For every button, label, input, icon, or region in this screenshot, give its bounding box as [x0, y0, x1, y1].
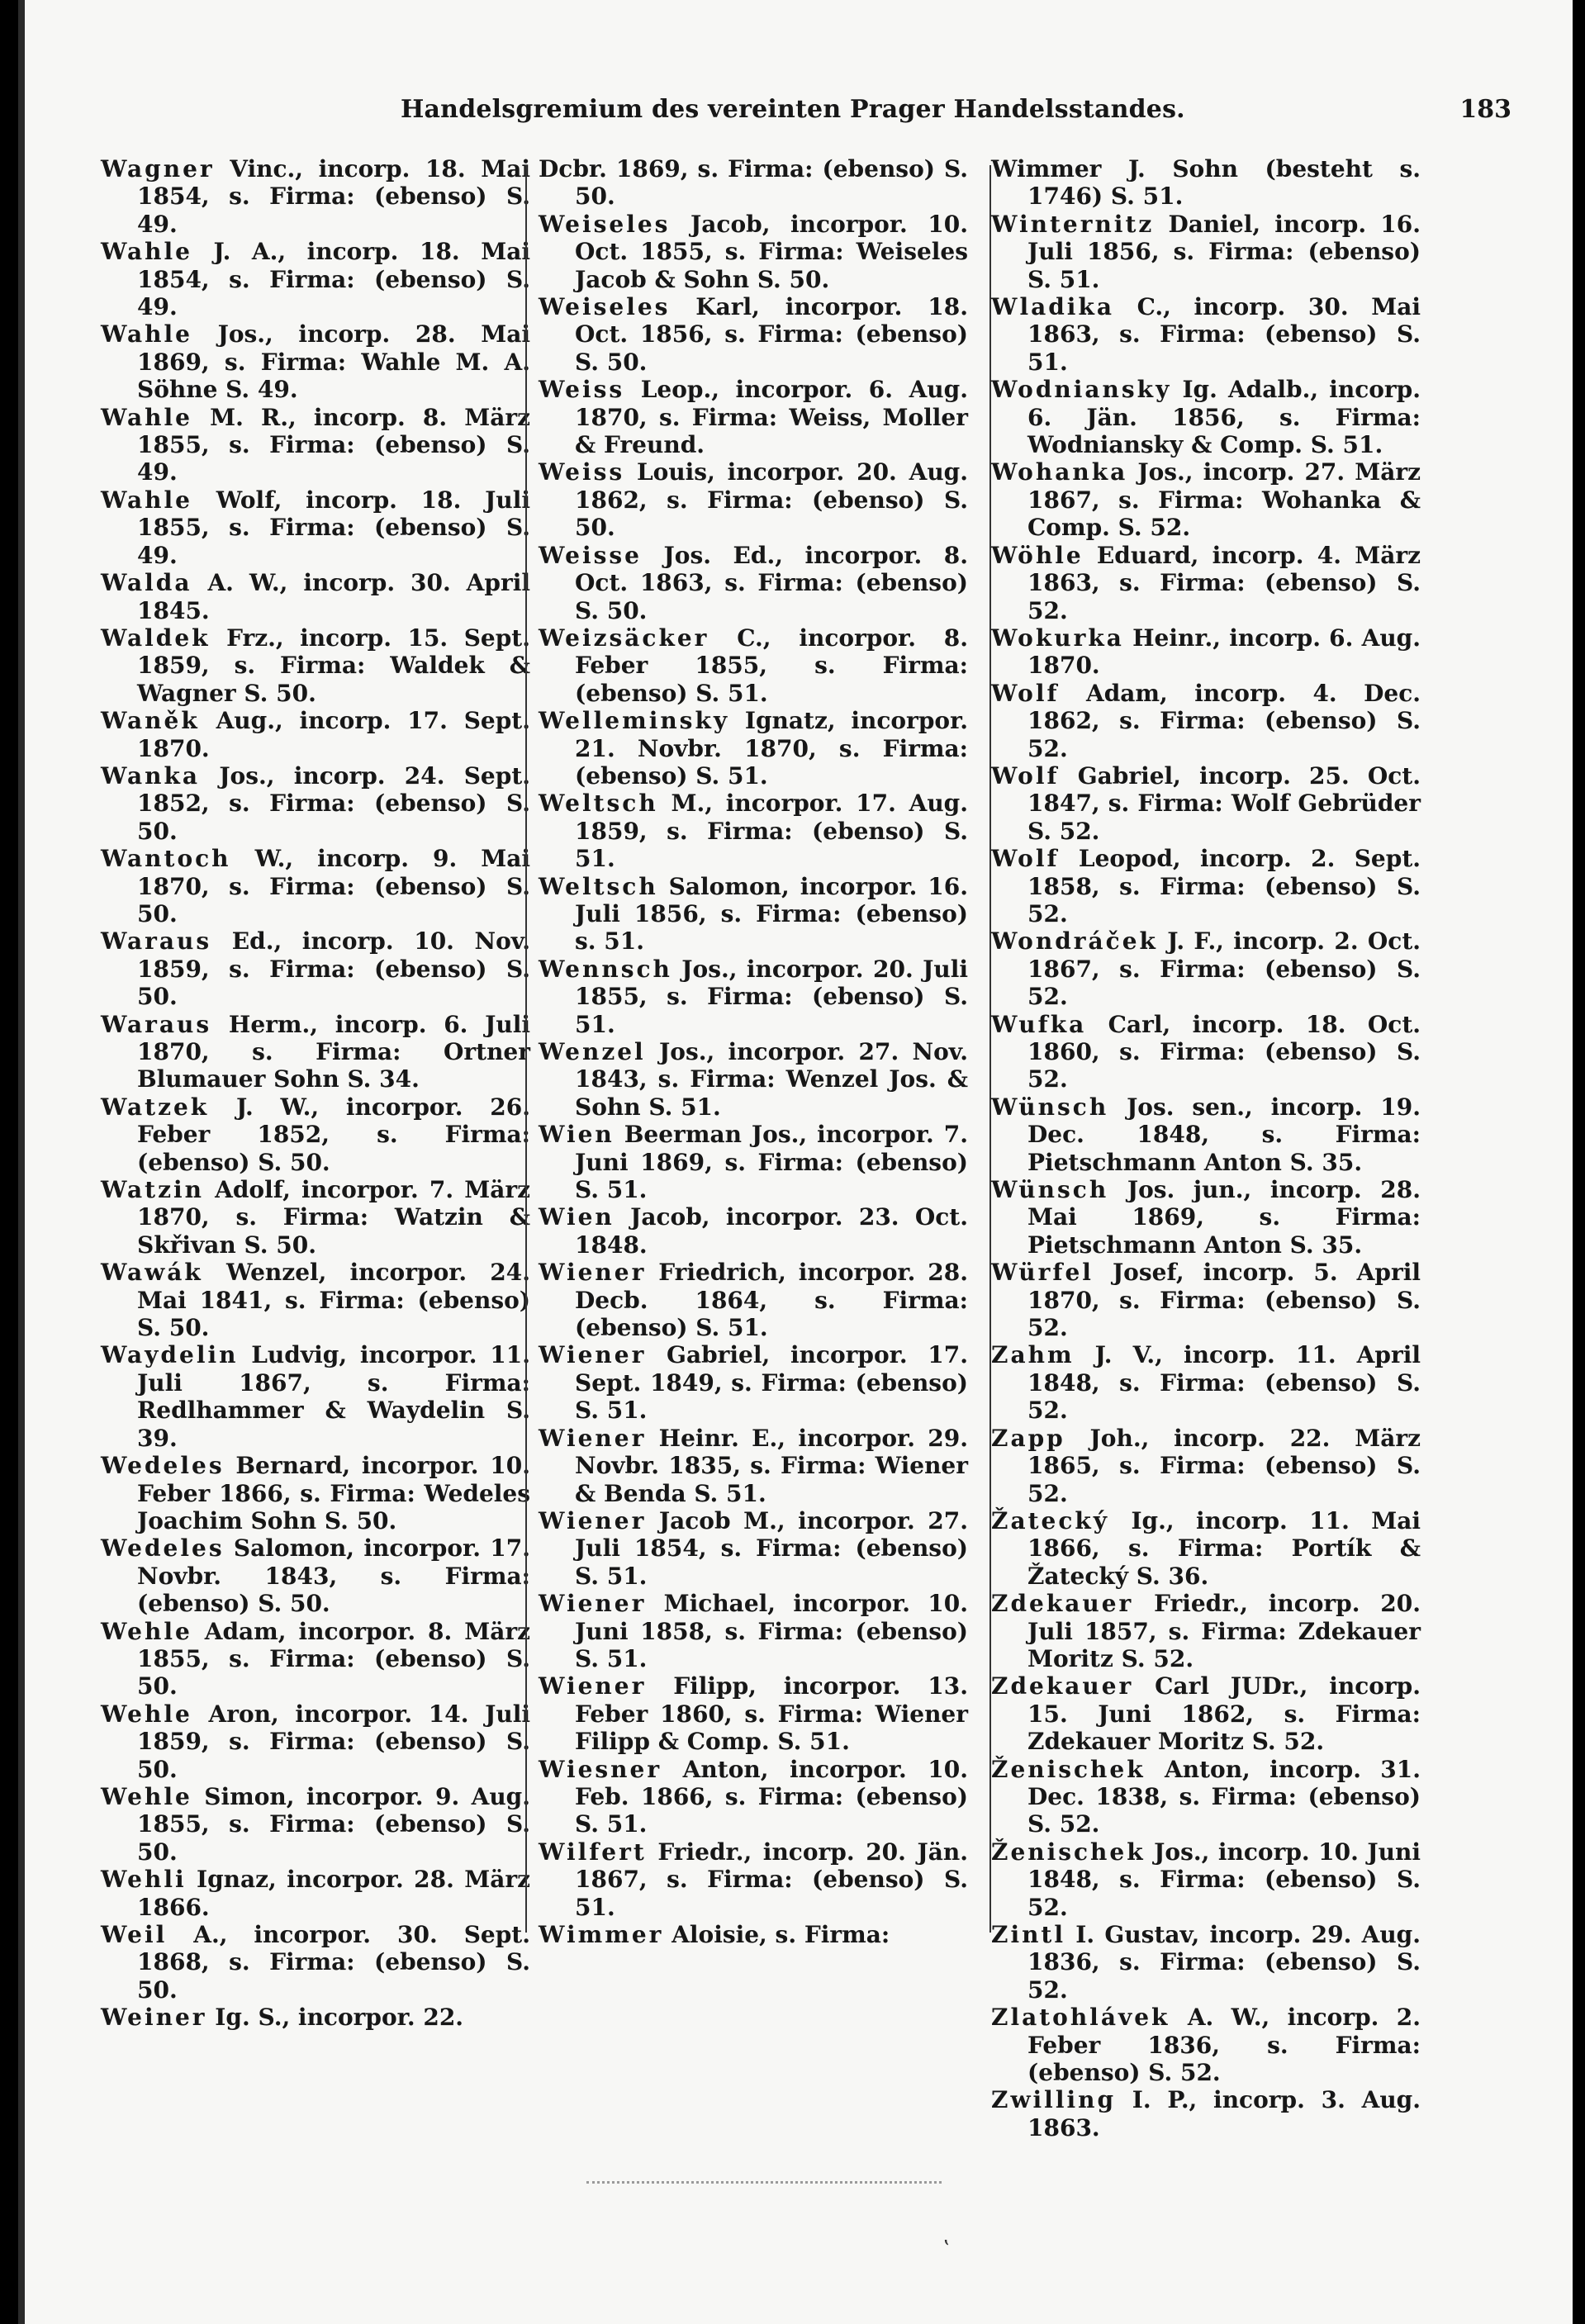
- directory-entry: [991, 542, 1421, 624]
- entry-text: Jos., incorp. 27. März 1867, s. Firma: Wohanka & Comp. S. 52.: [1027, 458, 1421, 542]
- entry-text: J. A., incorp. 18. Mai 1854, s. Firma: (ebenso) S. 49.: [137, 238, 530, 321]
- entry-name: Wehle: [101, 1782, 192, 1810]
- entry-name: Wilfert: [539, 1838, 647, 1866]
- entry-name: Wahle: [101, 486, 192, 514]
- directory-entry: [539, 1259, 968, 1341]
- page: [18, 0, 1573, 2324]
- entry-text: Heinr., incorp. 6. Aug. 1870.: [1027, 624, 1421, 680]
- entry-name: Wehle: [101, 1700, 192, 1728]
- entry-name: Weisse: [539, 541, 642, 569]
- entry-name: Waldek: [101, 624, 211, 652]
- entry-text: Jacob M., incorpor. 27. Juli 1854, s. Firma: (ebenso) S. 51.: [575, 1506, 968, 1590]
- entry-text: J. F., incorp. 2. Oct. 1867, s. Firma: (ebenso) S. 52.: [1027, 927, 1421, 1011]
- directory-entry: [539, 956, 968, 1038]
- entry-text: C., incorp. 30. Mai 1863, s. Firma: (ebenso) S. 51.: [1027, 293, 1421, 376]
- entry-name: Wehle: [101, 1617, 192, 1645]
- directory-entry: [539, 1203, 968, 1259]
- entry-text: I. P., incorp. 3. Aug. 1863.: [1027, 2086, 1421, 2141]
- entry-text: Gabriel, incorp. 25. Oct. 1847, s. Firma: Wolf Gebrüder S. 52.: [1027, 761, 1421, 845]
- entry-name: Watzek: [101, 1093, 210, 1121]
- page-header: [392, 89, 1511, 130]
- directory-entry: [991, 1672, 1421, 1755]
- entry-text: Jos., incorpor. 27. Nov. 1843, s. Firma: Wenzel Jos. & Sohn S. 51.: [575, 1038, 969, 1121]
- directory-entry: [991, 2004, 1421, 2086]
- entry-name: Weltsch: [539, 790, 658, 818]
- directory-entry: [539, 211, 968, 293]
- directory-entry: [101, 155, 530, 238]
- entry-name: Zlatohlávek: [991, 2004, 1170, 2032]
- entry-name: Wiener: [539, 1590, 647, 1618]
- directory-entry: [991, 1921, 1421, 2004]
- entry-text: Carl JUDr., incorp. 15. Juni 1862, s. Firma: Zdekauer Moritz S. 52.: [1027, 1672, 1421, 1756]
- entry-text: Ignaz, incorpor. 28. März 1866.: [137, 1866, 530, 1921]
- entry-name: Wenzel: [539, 1038, 646, 1065]
- footer-mark: ‛: [943, 2236, 951, 2261]
- entry-name: Weiner: [101, 2004, 207, 2032]
- entry-text: M. R., incorp. 8. März 1855, s. Firma: (ebenso) S. 49.: [137, 403, 530, 486]
- entry-text: Karl, incorpor. 18. Oct. 1856, s. Firma: (ebenso) S. 50.: [575, 293, 968, 376]
- entry-text: Aloisie, s. Firma:: [671, 1921, 890, 1948]
- entry-text: Leop., incorpor. 6. Aug. 1870, s. Firma: Weiss, Moller & Freund.: [575, 376, 968, 459]
- entry-name: Waněk: [101, 707, 200, 735]
- directory-entry: [539, 624, 968, 707]
- directory-entry: [991, 1838, 1421, 1921]
- entry-text: Joh., incorp. 22. März 1865, s. Firma: (ebenso) S. 52.: [1027, 1424, 1421, 1507]
- directory-entry: [991, 624, 1421, 680]
- entry-text: Jos., incorp. 28. Mai 1869, s. Firma: Wahle M. A. Söhne S. 49.: [137, 320, 530, 404]
- directory-entry: [101, 624, 530, 707]
- binding-edge-rule: [18, 0, 25, 2324]
- entry-text: Jacob, incorpor. 23. Oct. 1848.: [575, 1203, 968, 1259]
- entry-name: Žatecký: [991, 1506, 1110, 1534]
- entry-text: Friedr., incorp. 20. Jän. 1867, s. Firma: (ebenso) S. 51.: [575, 1838, 968, 1921]
- directory-entry: [539, 1921, 968, 1948]
- directory-entry: [539, 458, 968, 541]
- page-number: 183: [1459, 95, 1511, 124]
- entry-name: Weiseles: [539, 293, 671, 321]
- entry-name: Wawák: [101, 1259, 203, 1287]
- directory-entry: [991, 762, 1421, 845]
- directory-entry: [101, 1700, 530, 1783]
- directory-entry: [101, 320, 530, 403]
- entry-name: Wünsch: [991, 1093, 1109, 1121]
- directory-entry: [101, 1452, 530, 1534]
- entry-text: Dcbr. 1869, s. Firma: (ebenso) S. 50.: [539, 155, 968, 211]
- entry-text: I. Gustav, incorp. 29. Aug. 1836, s. Firma: (ebenso) S. 52.: [1027, 1921, 1421, 2004]
- entry-text: Wolf, incorp. 18. Juli 1855, s. Firma: (ebenso) S. 49.: [137, 486, 530, 569]
- entry-text: Eduard, incorp. 4. März 1863, s. Firma: (ebenso) S. 52.: [1027, 541, 1421, 624]
- entry-name: Wimmer: [539, 1921, 664, 1948]
- entry-name: Wiener: [539, 1424, 647, 1452]
- entry-text: Leopod, incorp. 2. Sept. 1858, s. Firma: (ebenso) S. 52.: [1027, 845, 1421, 927]
- entry-text: Ed., incorp. 10. Nov. 1859, s. Firma: (ebenso) S. 50.: [137, 927, 530, 1011]
- directory-entry: [539, 1507, 968, 1590]
- directory-entry: [991, 1341, 1421, 1424]
- entry-text: Daniel, incorp. 16. Juli 1856, s. Firma: (ebenso) S. 51.: [1027, 210, 1421, 293]
- entry-name: Wünsch: [991, 1176, 1109, 1204]
- directory-entry: [539, 1038, 968, 1121]
- entry-text: Jos., incorp. 24. Sept. 1852, s. Firma: (ebenso) S. 50.: [137, 761, 531, 845]
- entry-name: Weiss: [539, 458, 625, 486]
- entry-name: Wolf: [991, 845, 1060, 873]
- column-right: [991, 155, 1421, 2141]
- directory-entry: [991, 2086, 1421, 2141]
- directory-entry: [991, 1590, 1421, 1672]
- entry-text: Adam, incorpor. 8. März 1855, s. Firma: (ebenso) S. 50.: [137, 1617, 530, 1700]
- entry-text: Ig., incorp. 11. Mai 1866, s. Firma: Portík & Žatecký S. 36.: [1027, 1506, 1421, 1590]
- entry-text: Aug., incorp. 17. Sept. 1870.: [137, 707, 530, 762]
- directory-entry: [539, 155, 968, 211]
- directory-entry: [101, 1921, 530, 2004]
- directory-entry: [539, 707, 968, 790]
- entry-text: Ignatz, incorpor. 21. Novbr. 1870, s. Firma: (ebenso) S. 51.: [575, 707, 968, 790]
- directory-entry: [101, 404, 530, 486]
- entry-text: A. W., incorp. 2. Feber 1836, s. Firma: (ebenso) S. 52.: [1027, 2004, 1421, 2087]
- entry-name: Wiesner: [539, 1755, 662, 1783]
- directory-entry: [101, 1011, 530, 1093]
- entry-text: Gabriel, incorpor. 17. Sept. 1849, s. Firma: (ebenso) S. 51.: [575, 1341, 969, 1425]
- directory-entry: [101, 569, 530, 624]
- directory-entry: [539, 1590, 968, 1672]
- entry-text: Louis, incorpor. 20. Aug. 1862, s. Firma: (ebenso) S. 50.: [575, 458, 969, 542]
- entry-name: Wedeles: [101, 1534, 225, 1563]
- directory-entry: [101, 927, 530, 1010]
- entry-name: Zintl: [991, 1921, 1066, 1948]
- entry-name: Weizsäcker: [539, 624, 709, 652]
- directory-entry: [539, 293, 968, 376]
- directory-entry: [991, 845, 1421, 927]
- entry-name: Zwilling: [991, 2086, 1117, 2114]
- directory-entry: [991, 1259, 1421, 1341]
- entry-name: Waraus: [101, 927, 212, 956]
- entry-text: Vinc., incorp. 18. Mai 1854, s. Firma: (ebenso) S. 49.: [137, 155, 530, 238]
- entry-text: C., incorpor. 8. Feber 1855, s. Firma: (ebenso) S. 51.: [575, 624, 968, 707]
- entry-name: Weiss: [539, 376, 625, 404]
- entry-text: Anton, incorp. 31. Dec. 1838, s. Firma: (ebenso) S. 52.: [1027, 1755, 1421, 1838]
- entry-name: Weiseles: [539, 210, 671, 238]
- entry-text: Herm., incorp. 6. Juli 1870, s. Firma: Ortner Blumauer Sohn S. 34.: [137, 1010, 531, 1093]
- entry-text: Jos., incorpor. 20. Juli 1855, s. Firma: (ebenso) S. 51.: [575, 955, 968, 1038]
- entry-text: Wimmer J. Sohn (besteht s. 1746) S. 51.: [991, 155, 1421, 211]
- entry-name: Waraus: [101, 1010, 212, 1038]
- entry-text: Beerman Jos., incorpor. 7. Juni 1869, s. Firma: (ebenso) S. 51.: [575, 1121, 968, 1204]
- directory-entry: [101, 1176, 530, 1259]
- directory-entry: [101, 2004, 530, 2031]
- entry-name: Winternitz: [991, 210, 1155, 238]
- entry-name: Wladika: [991, 293, 1114, 321]
- directory-entry: [991, 376, 1421, 458]
- entry-text: Filipp, incorpor. 13. Feber 1860, s. Firma: Wiener Filipp & Comp. S. 51.: [575, 1672, 968, 1756]
- directory-entry: [101, 1618, 530, 1700]
- entry-text: Friedrich, incorpor. 28. Decb. 1864, s. Firma: (ebenso) S. 51.: [575, 1259, 969, 1342]
- column-divider-left: [525, 165, 527, 1933]
- entry-name: Wedeles: [101, 1452, 225, 1480]
- entry-text: Ludvig, incorpor. 11. Juli 1867, s. Firma: Redlhammer & Waydelin S. 39.: [137, 1341, 531, 1452]
- directory-entry: [101, 1866, 530, 1921]
- directory-entry: [991, 1756, 1421, 1838]
- entry-name: Zdekauer: [991, 1672, 1134, 1700]
- directory-entry: [101, 707, 530, 762]
- entry-name: Würfel: [991, 1259, 1094, 1287]
- entry-text: Salomon, incorpor. 17. Novbr. 1843, s. Firma: (ebenso) S. 50.: [137, 1534, 531, 1618]
- entry-text: W., incorp. 9. Mai 1870, s. Firma: (ebenso) S. 50.: [137, 845, 531, 927]
- entry-name: Wagner: [101, 155, 215, 183]
- entry-text: J. W., incorpor. 26. Feber 1852, s. Firma: (ebenso) S. 50.: [137, 1093, 531, 1176]
- directory-entry: [539, 376, 968, 458]
- entry-name: Wahle: [101, 320, 192, 349]
- entry-text: Heinr. E., incorpor. 29. Novbr. 1835, s. Firma: Wiener & Benda S. 51.: [575, 1424, 968, 1507]
- directory-entry: [991, 155, 1421, 211]
- entry-text: Simon, incorpor. 9. Aug. 1855, s. Firma: (ebenso) S. 50.: [137, 1782, 531, 1866]
- entry-name: Waydelin: [101, 1341, 239, 1369]
- directory-entry: [991, 1425, 1421, 1507]
- directory-entry: [991, 211, 1421, 293]
- entry-name: Wahle: [101, 238, 192, 266]
- entry-text: M., incorpor. 17. Aug. 1859, s. Firma: (ebenso) S. 51.: [575, 790, 969, 873]
- entry-name: Wokurka: [991, 624, 1124, 652]
- entry-name: Ženischek: [991, 1838, 1146, 1866]
- directory-entry: [991, 293, 1421, 376]
- entry-name: Wolf: [991, 679, 1060, 707]
- entry-name: Wennsch: [539, 955, 672, 983]
- directory-entry: [539, 542, 968, 624]
- entry-name: Ženischek: [991, 1755, 1146, 1783]
- entry-name: Wien: [539, 1203, 615, 1231]
- directory-entry: [539, 873, 968, 956]
- directory-entry: [539, 1672, 968, 1755]
- running-title: Handelsgremium des vereinten Prager Handelsstandes.: [401, 95, 1185, 124]
- directory-entry: [539, 790, 968, 872]
- directory-entry: [101, 1341, 530, 1452]
- entry-name: Wolf: [991, 761, 1060, 790]
- entry-text: Carl, incorp. 18. Oct. 1860, s. Firma: (ebenso) S. 52.: [1027, 1010, 1421, 1093]
- entry-text: Adolf, incorpor. 7. März 1870, s. Firma: Watzin & Skřivan S. 50.: [137, 1176, 530, 1259]
- directory-entry: [101, 1259, 530, 1341]
- entry-name: Wanka: [101, 761, 201, 790]
- entry-name: Wantoch: [101, 845, 231, 873]
- directory-entry: [101, 486, 530, 569]
- directory-entry: [101, 1093, 530, 1176]
- directory-entry: [539, 1425, 968, 1507]
- directory-entry: [991, 927, 1421, 1010]
- directory-entry: [991, 458, 1421, 541]
- entry-name: Wehli: [101, 1866, 187, 1894]
- directory-entry: [101, 238, 530, 320]
- directory-entry: [991, 1176, 1421, 1259]
- directory-entry: [101, 845, 530, 927]
- directory-entry: [991, 1093, 1421, 1176]
- directory-entry: [539, 1121, 968, 1203]
- entry-text: Aron, incorpor. 14. Juli 1859, s. Firma: (ebenso) S. 50.: [137, 1700, 531, 1783]
- directory-entry: [101, 762, 530, 845]
- entry-text: Frz., incorp. 15. Sept. 1859, s. Firma: Waldek & Wagner S. 50.: [137, 624, 530, 707]
- entry-text: Jos. jun., incorp. 28. Mai 1869, s. Firma: Pietschmann Anton S. 35.: [1027, 1176, 1421, 1259]
- entry-name: Wiener: [539, 1259, 647, 1287]
- entry-name: Zapp: [991, 1424, 1065, 1452]
- directory-entry: [539, 1341, 968, 1424]
- entry-text: Jos. Ed., incorpor. 8. Oct. 1863, s. Firma: (ebenso) S. 50.: [575, 541, 968, 624]
- column-left: [101, 155, 530, 2032]
- entry-name: Wiener: [539, 1341, 647, 1369]
- entry-text: Josef, incorp. 5. April 1870, s. Firma: (ebenso) S. 52.: [1027, 1259, 1421, 1342]
- entry-name: Watzin: [101, 1176, 204, 1204]
- entry-text: Ig. S., incorpor. 22.: [215, 2004, 464, 2032]
- entry-text: Anton, incorpor. 10. Feb. 1866, s. Firma: (ebenso) S. 51.: [575, 1755, 968, 1838]
- entry-name: Wöhle: [991, 541, 1084, 569]
- entry-text: A. W., incorp. 30. April 1845.: [137, 569, 530, 624]
- entry-text: Jos., incorp. 10. Juni 1848, s. Firma: (ebenso) S. 52.: [1027, 1838, 1421, 1921]
- entry-name: Welleminsky: [539, 707, 730, 735]
- entry-name: Weil: [101, 1921, 168, 1948]
- entry-text: Friedr., incorp. 20. Juli 1857, s. Firma: Zdekauer Moritz S. 52.: [1027, 1590, 1421, 1672]
- entry-text: Bernard, incorpor. 10. Feber 1866, s. Firma: Wedeles Joachim Sohn S. 50.: [137, 1452, 530, 1534]
- entry-text: J. V., incorp. 11. April 1848, s. Firma: (ebenso) S. 52.: [1027, 1341, 1421, 1425]
- entry-text: Wenzel, incorpor. 24. Mai 1841, s. Firma: (ebenso) S. 50.: [137, 1259, 531, 1342]
- footer-dotted-rule: [586, 2181, 942, 2184]
- entry-text: Adam, incorp. 4. Dec. 1862, s. Firma: (ebenso) S. 52.: [1027, 679, 1421, 762]
- entry-text: Salomon, incorpor. 16. Juli 1856, s. Firma: (ebenso) s. 51.: [575, 872, 969, 956]
- entry-name: Walda: [101, 569, 192, 597]
- entry-name: Wiener: [539, 1506, 647, 1534]
- entry-name: Zdekauer: [991, 1590, 1134, 1618]
- directory-entry: [539, 1838, 968, 1921]
- entry-name: Weltsch: [539, 872, 658, 900]
- entry-text: Michael, incorpor. 10. Juni 1858, s. Firma: (ebenso) S. 51.: [575, 1590, 968, 1672]
- directory-entry: [101, 1534, 530, 1617]
- entry-name: Wondráček: [991, 927, 1158, 956]
- directory-entry: [101, 1783, 530, 1866]
- entry-name: Wodniansky: [991, 376, 1172, 404]
- column-middle: [539, 155, 968, 1948]
- directory-entry: [991, 1011, 1421, 1093]
- entry-name: Wohanka: [991, 458, 1128, 486]
- directory-entry: [539, 1756, 968, 1838]
- directory-entry: [991, 1507, 1421, 1590]
- entry-text: Jos. sen., incorp. 19. Dec. 1848, s. Firma: Pietschmann Anton S. 35.: [1027, 1093, 1421, 1176]
- entry-name: Wien: [539, 1121, 615, 1149]
- entry-text: Ig. Adalb., incorp. 6. Jän. 1856, s. Firma: Wodniansky & Comp. S. 51.: [1027, 376, 1421, 459]
- entry-name: Wufka: [991, 1010, 1087, 1038]
- directory-entry: [991, 680, 1421, 762]
- entry-name: Wiener: [539, 1672, 647, 1700]
- entry-name: Wahle: [101, 403, 192, 431]
- entry-text: A., incorpor. 30. Sept. 1868, s. Firma: (ebenso) S. 50.: [137, 1921, 530, 2004]
- entry-name: Zahm: [991, 1341, 1075, 1369]
- entry-text: Jacob, incorpor. 10. Oct. 1855, s. Firma: Weiseles Jacob & Sohn S. 50.: [575, 210, 968, 293]
